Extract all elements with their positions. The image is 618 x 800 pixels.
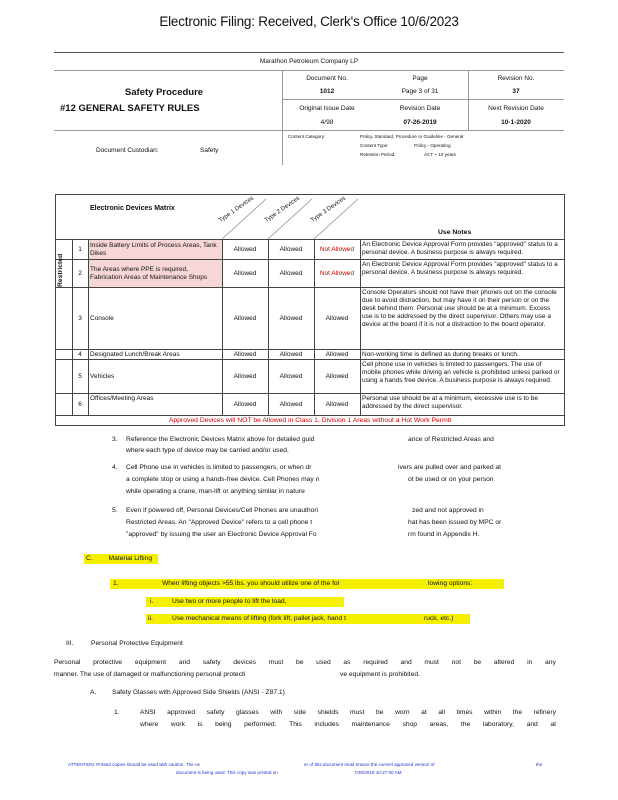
a1-line-2-word: maintenance bbox=[351, 721, 390, 728]
ppe-line-1-word: devices bbox=[233, 659, 257, 666]
a1-line-1-word: worn bbox=[395, 709, 410, 716]
row-type3: Allowed bbox=[325, 401, 349, 408]
matrix-row-3 bbox=[56, 287, 564, 350]
a1-line-1-word: with bbox=[270, 709, 283, 716]
a1-line-1-word: within bbox=[484, 709, 502, 716]
item-3-text-a: Reference the Electronic Devices Matrix above for detailed guid bbox=[126, 436, 315, 443]
row-area: Vehicles bbox=[90, 373, 115, 380]
item-5-text-f: rm found in Appendix H. bbox=[408, 531, 480, 538]
page-value: Page 3 of 31 bbox=[401, 88, 439, 95]
ppe-line-1-word: in bbox=[527, 659, 533, 666]
ppe-line-1-word: as bbox=[343, 659, 351, 666]
ppe-line-1-word: be bbox=[295, 659, 304, 666]
row-type1: Allowed bbox=[233, 315, 257, 322]
section-iii-number: III. bbox=[66, 640, 74, 647]
item-4-number: 4. bbox=[112, 464, 118, 471]
revision-no-value: 37 bbox=[512, 88, 520, 95]
company-name: Marathon Petroleum Company LP bbox=[259, 58, 359, 65]
original-issue-value: 4/98 bbox=[320, 119, 334, 126]
revision-no-label: Revision No. bbox=[497, 75, 535, 82]
a1-line-1-word: times bbox=[456, 709, 473, 716]
a1-line-1-word: refinery bbox=[533, 709, 556, 716]
col-notes-header: Use Notes bbox=[438, 229, 472, 236]
a1-line-1-word: all bbox=[438, 709, 445, 716]
section-a-title: Safety Glasses with Approved Side Shields (ANSI - Z87.1) bbox=[112, 689, 285, 696]
original-issue-label: Original Issue Date bbox=[299, 105, 355, 112]
ci-number: i. bbox=[150, 598, 154, 605]
matrix-footer-row bbox=[56, 415, 564, 426]
revision-date-value: 07-26-2019 bbox=[403, 119, 437, 126]
c1-text-a: When lifting objects >55 lbs. you should utilize one of the fol bbox=[162, 580, 340, 587]
c1-text-b: lowing options: bbox=[428, 580, 473, 587]
cii-highlight bbox=[146, 614, 470, 624]
section-iii-title: Personal Protective Equipment bbox=[91, 640, 183, 647]
ppe-line-1-word: any bbox=[545, 659, 556, 666]
item-4-text-b: ivers are pulled over and parked at bbox=[398, 464, 501, 471]
ppe-line-1-word: protective bbox=[93, 659, 123, 666]
ppe-line-1-word: and bbox=[178, 659, 191, 666]
row-type2: Allowed bbox=[279, 351, 303, 358]
section-a-letter: A. bbox=[90, 689, 97, 696]
procedure-title: Safety Procedure bbox=[124, 87, 204, 98]
filing-stamp: Electronic Filing: Received, Clerk's Office 10/6/2023 bbox=[159, 14, 459, 29]
a1-line-2-word: at bbox=[550, 721, 556, 728]
a1-line-2-word: includes bbox=[314, 721, 339, 728]
a1-line-2-word: being bbox=[215, 721, 232, 728]
row-type1: Allowed bbox=[233, 270, 257, 277]
ppe-line-1-word: must bbox=[268, 659, 284, 666]
item-4-text-c: a complete stop or using a hands-free device. Cell Phones may n bbox=[126, 476, 320, 483]
item-5-text-a: Even if powered off, Personal Devices/Cell Phones are unauthori bbox=[126, 507, 319, 514]
row-notes: Non-working time is defined as during breaks or lunch. bbox=[362, 351, 519, 358]
custodian-value: Safety bbox=[200, 147, 219, 154]
revision-date-label: Revision Date bbox=[399, 105, 441, 112]
a1-line-2-word: is bbox=[197, 721, 203, 728]
ppe-line-2a: manner. The use of damaged or malfunctioning personal protecti bbox=[54, 671, 246, 678]
ppe-line-1-word: used bbox=[316, 659, 331, 666]
footer-left-2: document is being used. This copy was printed on bbox=[176, 770, 278, 775]
matrix-row-2 bbox=[56, 259, 564, 288]
item-3-text-b: ance of Restricted Areas and bbox=[408, 436, 494, 443]
custodian-label: Document Custodian: bbox=[96, 147, 159, 154]
content-type-value: Policy - Operating bbox=[414, 143, 451, 148]
a1-line-2 bbox=[140, 720, 556, 730]
col-type3-header: Type 3 Devices bbox=[310, 195, 348, 224]
a1-line-1-word: side bbox=[293, 709, 307, 716]
a1-line-1-word: shields bbox=[317, 709, 339, 716]
row-notes: Personal use should be at a minimum, excessive use is to be addressed by the direct supervisor. bbox=[362, 395, 538, 410]
a1-line-1-word: the bbox=[512, 709, 523, 716]
a1-line-1-word: be bbox=[376, 709, 384, 716]
row-type1: Allowed bbox=[233, 246, 257, 253]
row-number: 2 bbox=[78, 270, 82, 277]
row-number: 5 bbox=[78, 373, 82, 380]
a1-line-1 bbox=[140, 708, 556, 718]
ci-highlight bbox=[146, 597, 344, 607]
item-4-text-d: ot be used or on your person bbox=[408, 476, 494, 483]
ppe-line-1-word: equipment bbox=[134, 659, 167, 666]
a1-line-2-word: laboratory, bbox=[482, 721, 514, 728]
ppe-line-1-word: required bbox=[363, 659, 388, 666]
a1-number: 1. bbox=[114, 709, 120, 716]
row-type1: Allowed bbox=[233, 401, 257, 408]
matrix-row-6 bbox=[56, 393, 564, 416]
row-type2: Allowed bbox=[279, 373, 303, 380]
row-type3: Not Allowed bbox=[319, 246, 355, 253]
ppe-line-1-word: safety bbox=[202, 659, 221, 666]
row-type3: Allowed bbox=[325, 373, 349, 380]
matrix-title: Electronic Devices Matrix bbox=[90, 205, 175, 212]
a1-line-1-word: approved bbox=[167, 709, 196, 716]
electronic-devices-matrix bbox=[55, 194, 565, 426]
section-c-letter: C. bbox=[86, 555, 93, 562]
a1-line-1-word: safety bbox=[206, 709, 225, 716]
ppe-line-1-word: must bbox=[424, 659, 439, 666]
ppe-line-1 bbox=[54, 658, 556, 668]
col-type1-header: Type 1 Devices bbox=[218, 195, 256, 224]
col-type2-header: Type 2 Devices bbox=[264, 195, 302, 224]
row-type3: Allowed bbox=[325, 351, 349, 358]
doc-no-label: Document No. bbox=[306, 75, 348, 82]
row-type1: Allowed bbox=[233, 373, 257, 380]
a1-line-2-word: This bbox=[289, 721, 302, 728]
content-category-value: Policy, Standard, Procedure or Guideline - General bbox=[360, 134, 464, 139]
a1-line-2-word: the bbox=[460, 721, 471, 728]
ppe-line-1-word: Personal bbox=[54, 659, 81, 666]
a1-line-2-word: areas, bbox=[429, 721, 449, 728]
item-3-text-c: where each type of device may be carried and/or used. bbox=[126, 447, 289, 454]
footer-mid-1: er of this document must ensure the current approved version of bbox=[304, 762, 435, 767]
page-label: Page bbox=[412, 75, 428, 82]
row-type2: Allowed bbox=[279, 270, 303, 277]
row-type2: Allowed bbox=[279, 401, 303, 408]
next-revision-label: Next Revision Date bbox=[488, 105, 544, 112]
matrix-footer: Approved Devices will NOT be Allowed in Class 1, Division 1 Areas without a Hot Work Permit bbox=[168, 417, 452, 424]
row-area: Designated Lunch/Break Areas bbox=[90, 351, 180, 358]
ppe-line-1-word: altered bbox=[493, 659, 515, 666]
row-area: Console bbox=[90, 315, 114, 322]
section-c-title: Material Lifting bbox=[108, 555, 153, 562]
row-number: 1 bbox=[78, 246, 82, 253]
doc-no-value: 1012 bbox=[319, 88, 335, 95]
a1-line-1-word: at bbox=[421, 709, 427, 716]
row-type2: Allowed bbox=[279, 315, 303, 322]
item-4-text-a: Cell Phone use in vehicles is limited to passengers, or when dr bbox=[126, 464, 312, 471]
item-5-text-d: hat has been issued by MPC or bbox=[408, 519, 502, 526]
ppe-line-1-word: not bbox=[451, 659, 461, 666]
row-type3: Not Allowed bbox=[319, 270, 355, 277]
row-area: The Areas where PPE is required, Fabrication Areas of Maintenance Shops bbox=[88, 260, 222, 288]
row-type2: Allowed bbox=[279, 246, 303, 253]
a1-line-2-word: shop bbox=[402, 721, 418, 728]
next-revision-value: 10-1-2020 bbox=[501, 119, 531, 126]
row-notes: Cell phone use in vehicles is limited to passengers. The use of mobile phones while driving an vehicle is prohibited unless parked or using a hands free device. A business purpose is always required. bbox=[362, 361, 560, 384]
ppe-line-1-word: be bbox=[473, 659, 482, 666]
row-type1: Allowed bbox=[233, 351, 257, 358]
row-number: 4 bbox=[78, 351, 82, 358]
item-5-text-b: zed and not approved in bbox=[412, 507, 484, 514]
item-5-text-e: "approved" by issuing the user an Electronic Device Approval Fo bbox=[126, 531, 317, 538]
row-area: Offices/Meeting Areas bbox=[90, 395, 154, 402]
item-5-text-c: Restricted Areas. An "Approved Device" refers to a cell phone t bbox=[126, 519, 313, 526]
row-notes: An Electronic Device Approval Form provides "approved" status to a personal device. A business purpose is always required. bbox=[362, 261, 558, 276]
content-category-label: Content Category: bbox=[288, 134, 326, 139]
item-3-number: 3. bbox=[112, 436, 118, 443]
restricted-label: Restricted bbox=[57, 253, 64, 287]
ppe-line-2b: ve equipment is prohibited. bbox=[340, 671, 420, 678]
cii-text-a: Use mechanical means of lifting (fork lift, pallet jack, hand t bbox=[172, 615, 346, 622]
a1-line-2-word: performed. bbox=[244, 721, 277, 728]
content-type-label: Content Type: bbox=[360, 143, 389, 148]
matrix-row-5 bbox=[56, 359, 564, 394]
section-c-highlight bbox=[84, 554, 158, 564]
row-notes: An Electronic Device Approval Form provides "approved" status to a personal device. A business purpose is always required. bbox=[362, 241, 558, 256]
matrix-row-1 bbox=[56, 239, 564, 260]
a1-line-2-word: and bbox=[526, 721, 538, 728]
cii-number: ii. bbox=[148, 615, 153, 622]
procedure-subtitle: #12 GENERAL SAFETY RULES bbox=[60, 103, 200, 114]
footer-left-1: ATTENTION: Printed copies should be used with caution. The us bbox=[68, 762, 200, 767]
ppe-line-1-word: and bbox=[400, 659, 412, 666]
c1-number: 1. bbox=[113, 580, 119, 587]
ci-text: Use two or more people to lift the load, bbox=[172, 598, 287, 605]
item-4-text-e: while operating a crane, man-lift or anything similar in nature bbox=[126, 488, 305, 495]
footer-mid-2: 7/29/2019 10:27:00 AM bbox=[354, 770, 402, 775]
item-5-number: 5. bbox=[112, 507, 118, 514]
a1-line-2-word: work bbox=[170, 721, 185, 728]
a1-line-1-word: must bbox=[349, 709, 365, 716]
c1-highlight bbox=[110, 579, 504, 589]
header-diagonals bbox=[216, 195, 366, 241]
a1-line-1-word: ANSI bbox=[140, 709, 156, 716]
document-header bbox=[54, 52, 564, 165]
retention-label: Retention Period: bbox=[360, 152, 396, 157]
footer-right-1: the bbox=[536, 762, 543, 767]
row-area: Inside Battery Limits of Process Areas, Tank Dikes bbox=[88, 240, 222, 260]
row-number: 6 bbox=[78, 401, 82, 408]
a1-line-2-word: where bbox=[140, 721, 159, 728]
row-notes: Console Operators should not have their phones out on the console due to avoid distraction, but may have it on their person or on the desk behind them. Personal use should be at a minimum. Excess use is to be addressed by the direct supervisor. Others may use a device at the board if it is not a distraction to the board operator. bbox=[362, 289, 557, 328]
cii-text-b: ruck, etc.) bbox=[424, 615, 454, 622]
retention-value: ACT + 10 years bbox=[424, 152, 456, 157]
a1-line-1-word: glasses bbox=[236, 709, 259, 716]
row-type3: Allowed bbox=[325, 315, 349, 322]
row-number: 3 bbox=[78, 315, 82, 322]
